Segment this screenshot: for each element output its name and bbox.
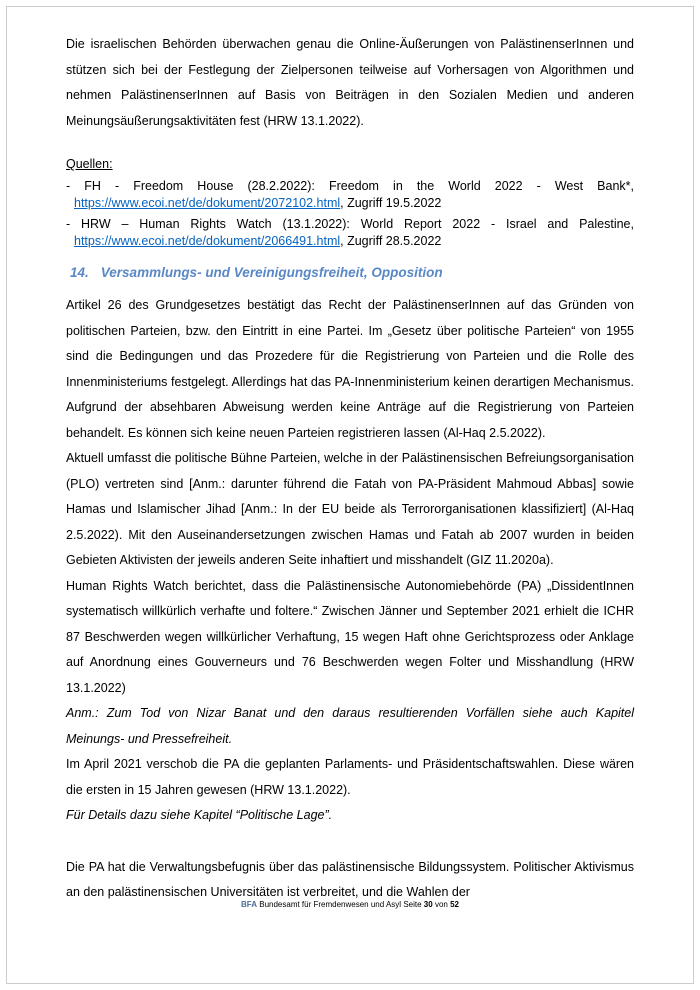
source-access-date: , Zugriff 19.5.2022 [340, 195, 442, 210]
sources-list [66, 178, 634, 249]
source-citation: HRW – Human Rights Watch (13.1.2022): World Report 2022 - Israel and Palestine, [81, 217, 634, 231]
footer-page-current: 30 [423, 900, 433, 909]
paragraph-note-politische-lage: Für Details dazu siehe Kapitel “Politische Lage”. [66, 808, 333, 822]
document-content [66, 32, 634, 906]
source-bullet: - [66, 179, 71, 193]
source-item-fh [66, 178, 634, 211]
paragraph-parties-law: Artikel 26 des Grundgesetzes bestätigt das Recht der PalästinenserInnen auf das Gründen von politischen Parteien, bzw. den Eintritt in eine Partei. Im „Gesetz über politische Parteien“ von 1955 sind die Bedingungen und das Prozedere für die Registrierung von Parteien und die Rolle des Innenministeriums festgelegt. Allerdings hat das PA-Innenministerium keinen derartigen Mechanismus. Aufgrund der absehbaren Abweisung werden keine Anträge auf die Registrierung von Parteien behandelt. Es können sich keine neuen Parteien registrieren lassen (Al-Haq 2.5.2022). [66, 298, 634, 440]
section-number: 14. [70, 265, 89, 280]
paragraph-education: Die PA hat die Verwaltungsbefugnis über das palästinensische Bildungssystem. Politischer Aktivismus an den palästinensischen Universitäten ist verbreitet, und die Wahlen der [66, 859, 634, 899]
section-heading [70, 265, 634, 280]
source-link-ecoi[interactable]: https://www.ecoi.net/de/dokument/2072102.html [74, 195, 341, 210]
paragraph-hrw-dissidents: Human Rights Watch berichtet, dass die Palästinensische Autonomiebehörde (PA) „DissidentInnen systematisch willkürlich verhafte und foltere.“ Zwischen Jänner und September 2021 erhielt die ICHR 87 Beschwerden wegen willkürlicher Verhaftung, 15 wegen Haft ohne Gerichtsprozess oder Anklage auf Anordnung eines Gouverneurs und 76 Beschwerden wegen Folter und Misshandlung (HRW 13.1.2022) [66, 578, 634, 695]
footer-seite-label: Seite [403, 900, 422, 909]
sources-label: Quellen: [66, 157, 113, 171]
page-footer [0, 900, 700, 910]
source-bullet: - [66, 217, 71, 231]
paragraph-note-nizar-banat: Anm.: Zum Tod von Nizar Banat und den daraus resultierenden Vorfällen siehe auch Kapitel Meinungs- und Pressefreiheit. [66, 706, 634, 746]
source-citation: FH - Freedom House (28.2.2022): Freedom in the World 2022 - West Bank*, [84, 179, 634, 193]
footer-von-label: von [434, 900, 448, 909]
footer-page-total: 52 [450, 900, 459, 909]
section-title: Versammlungs- und Vereinigungsfreiheit, Opposition [100, 265, 443, 280]
source-access-date: , Zugriff 28.5.2022 [340, 233, 442, 248]
source-item-hrw [66, 216, 634, 249]
footer-office-name: Bundesamt für Fremdenwesen und Asyl [259, 900, 402, 909]
footer-brand: BFA [241, 900, 257, 909]
paragraph-political-scene: Aktuell umfasst die politische Bühne Parteien, welche in der Palästinensischen Befreiungsorganisation (PLO) vertreten sind [Anm.: darunter führend die Fatah von PA-Präsident Mahmoud Abbas] sowie Hamas und Islamischer Jihad [Anm.: In der EU beide als Terrororganisationen klassifiziert] (Al-Haq 2.5.2022). Mit den Auseinandersetzungen zwischen Hamas und Fatah ab 2007 wurden in beiden Gebieten Aktivisten der jeweils anderen Seite inhaftiert und misshandelt (GIZ 11.2020a). [66, 451, 634, 567]
source-link-ecoi[interactable]: https://www.ecoi.net/de/dokument/2066491.html [74, 233, 341, 248]
paragraph-elections: Im April 2021 verschob die PA die geplanten Parlaments- und Präsidentschaftswahlen. Diese wären die ersten in 15 Jahren gewesen (HRW 13.1.2022). [66, 757, 634, 797]
paragraph-surveillance: Die israelischen Behörden überwachen genau die Online-Äußerungen von PalästinenserInnen und stützen sich bei der Festlegung der Zielpersonen teilweise auf Vorhersagen von Algorithmen und nehmen PalästinenserInnen auf Basis von Beiträgen in den Sozialen Medien und anderen Meinungsäußerungsaktivitäten fest (HRW 13.1.2022). [66, 37, 634, 128]
